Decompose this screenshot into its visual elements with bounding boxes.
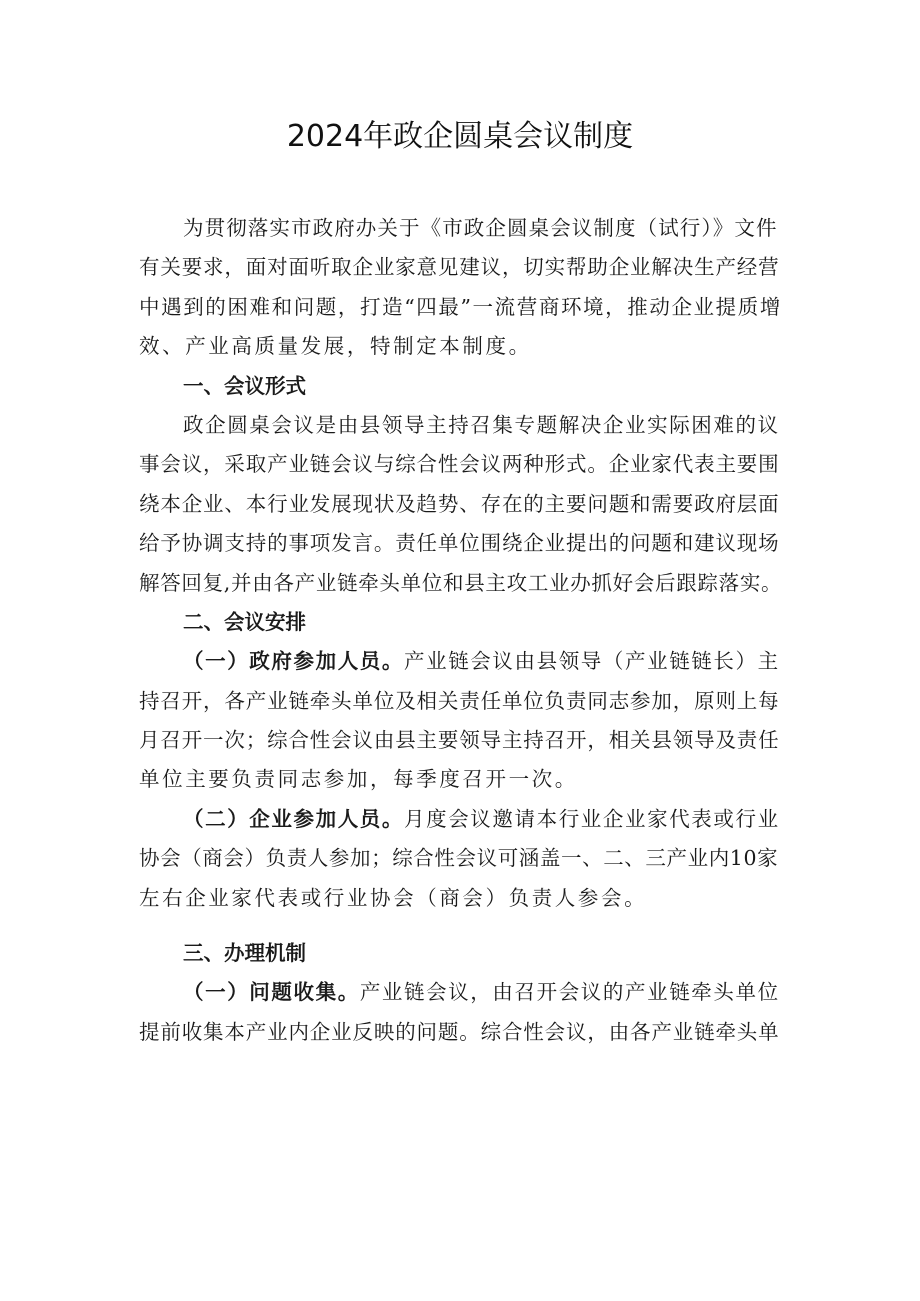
document-title: 2024年政企圆桌会议制度: [286, 119, 634, 154]
section-heading: 三、办理机制: [183, 941, 306, 966]
paragraph-line: 有关要求，面对面听取企业家意见建议，切实帮助企业解决生产经营: [139, 255, 780, 280]
paragraph-text: 产业链会议由县领导（产业链链长）主: [404, 649, 780, 674]
paragraph-line: 给予协调支持的事项发言。责任单位围绕企业提出的问题和建议现场: [139, 531, 780, 556]
paragraph-line: [139, 800, 783, 839]
paragraph-line: 效、产业高质量发展，特制定本制度。: [139, 334, 532, 359]
paragraph-line: 单位主要负责同志参加，每季度召开一次。: [139, 767, 578, 792]
paragraph-line: 持召开，各产业链牵头单位及相关责任单位负责同志参加，原则上每: [139, 688, 780, 713]
paragraph-text: 产业链会议，由召开会议的产业链牵头单位: [359, 980, 780, 1005]
paragraph-line: 月召开一次；综合性会议由县主要领导主持召开，相关县领导及责任: [139, 728, 780, 753]
section-heading: 一、会议形式: [183, 373, 306, 398]
paragraph-line: 解答回复,并由各产业链牵头单位和县主攻工业办抓好会后跟踪落实。: [139, 570, 783, 595]
paragraph-line: [139, 973, 783, 1012]
section-heading: 二、会议安排: [183, 609, 306, 634]
paragraph-line: 中遇到的困难和问题，打造“四最”一流营商环境，推动企业提质增: [139, 294, 782, 319]
paragraph-line: 政企圆桌会议是由县领导主持召集专题解决企业实际困难的议: [183, 412, 780, 437]
paragraph-line: [139, 642, 783, 681]
paragraph-line: 左右企业家代表或行业协会（商会）负责人参会。: [139, 885, 648, 910]
paragraph-text: 月度会议邀请本行业企业家代表或行业: [404, 806, 780, 831]
subsection-lead: （一）问题收集。: [183, 980, 360, 1005]
spacer: [139, 918, 783, 934]
paragraph-line: 绕本企业、本行业发展现状及趋势、存在的主要问题和需要政府层面: [139, 491, 780, 516]
document-body: [139, 209, 783, 1052]
paragraph-line: 事会议，采取产业链会议与综合性会议两种形式。企业家代表主要围: [139, 452, 780, 477]
subsection-lead: （一）政府参加人员。: [183, 649, 404, 674]
paragraph-line: 为贯彻落实市政府办关于《市政企圆桌会议制度（试行）》文件: [183, 216, 778, 240]
paragraph-line: 提前收集本产业内企业反映的问题。综合性会议，由各产业链牵头单: [139, 1019, 780, 1044]
paragraph-line: 协会（商会）负责人参加；综合性会议可涵盖一、二、三产业内10家: [139, 846, 779, 871]
subsection-lead: （二）企业参加人员。: [183, 806, 404, 831]
